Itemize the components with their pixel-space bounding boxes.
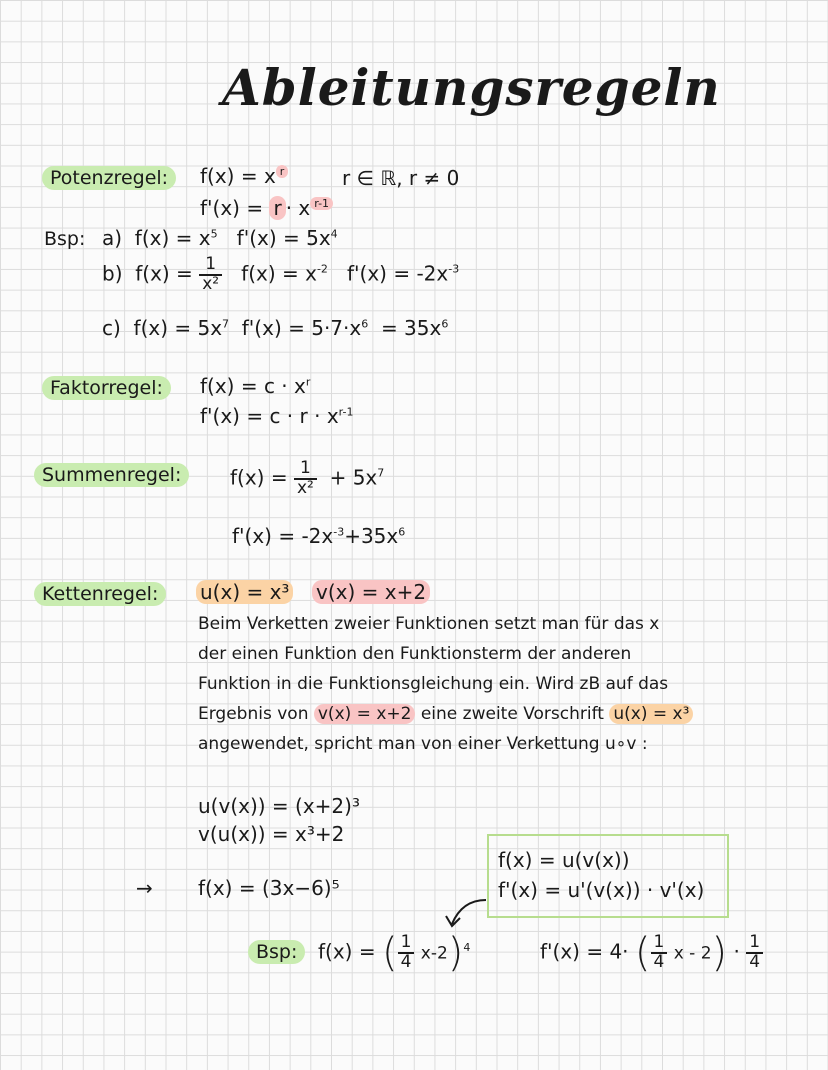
chain-rule-fp: f'(x) = u'(v(x)) · v'(x): [498, 878, 705, 902]
arrow-icon: →: [136, 876, 153, 900]
kettenregel-v: v(x) = x+2: [312, 580, 430, 604]
kettenregel-u: u(x) = x³: [196, 580, 293, 604]
summenregel-f: f(x) = $\frac{1}{\text{x²}}$ + $5x^7$: [230, 458, 385, 498]
example-b: b) f(x) = $\frac{1}{\text{x²}}$ $f(x) = x^{-2}$ $f'(x) = -2x^{-3}$: [102, 254, 460, 294]
composition-v-of-u: v(u(x)) = x³+2: [198, 822, 345, 846]
faktorregel-label: Faktorregel:: [42, 376, 171, 400]
bsp-label: Bsp:: [44, 228, 86, 250]
example-a: a) $f(x) = x^5$ $f'(x) = 5x^4$: [102, 226, 338, 250]
chain-bsp-f: f(x) = ( $\frac{1}{4}$ x-2)$^4$: [318, 930, 471, 976]
chain-rule-box: [487, 834, 729, 918]
kettenregel-example: f(x) = (3x−6)⁵: [198, 876, 340, 900]
potenzregel-rule-f: f(x) = x $^r$: [200, 164, 288, 188]
kettenregel-label: Kettenregel:: [34, 582, 166, 606]
faktorregel-fp: $f'(x) = c \cdot r \cdot x^{r-1}$: [200, 404, 354, 428]
kettenregel-text-1: Beim Verketten zweier Funktionen setzt man für das x: [198, 614, 660, 634]
summenregel-fp: $f'(x) = -2x^{-3}+35x^6$: [232, 524, 406, 548]
page-title: Ableitungsregeln: [222, 58, 721, 117]
chain-rule-f: f(x) = u(v(x)): [498, 848, 630, 872]
kettenregel-text-2: der einen Funktion den Funktionsterm der anderen: [198, 644, 632, 664]
kettenregel-text-5: angewendet, spricht man von einer Verkettung u∘v :: [198, 734, 648, 754]
summenregel-label: Summenregel:: [34, 463, 189, 487]
faktorregel-f: $f(x) = c \cdot x^r$: [200, 374, 311, 398]
chain-bsp-fp: f'(x) = 4· ( $\frac{1}{4}$ x - 2) · $\frac{1}{4}$: [540, 930, 763, 976]
example-c: c) $f(x) = 5x^7$ $f'(x) = 5\cdot 7\cdot x^6 = 35x^6$: [102, 316, 449, 340]
potenzregel-condition: r ∈ ℝ, r ≠ 0: [342, 166, 460, 190]
curved-arrow-icon: [440, 894, 490, 934]
composition-u-of-v: u(v(x)) = (x+2)³: [198, 794, 360, 818]
kettenregel-text-4: Ergebnis von v(x) = x+2 eine zweite Vorschrift u(x) = x³: [198, 704, 693, 724]
kettenregel-text-3: Funktion in die Funktionsgleichung ein. Wird zB auf das: [198, 674, 669, 694]
potenzregel-label: Potenzregel:: [42, 166, 176, 190]
potenzregel-rule-fp: f'(x) = r · x $^{r-1}$: [200, 196, 333, 220]
chain-bsp-label: Bsp:: [248, 940, 305, 964]
